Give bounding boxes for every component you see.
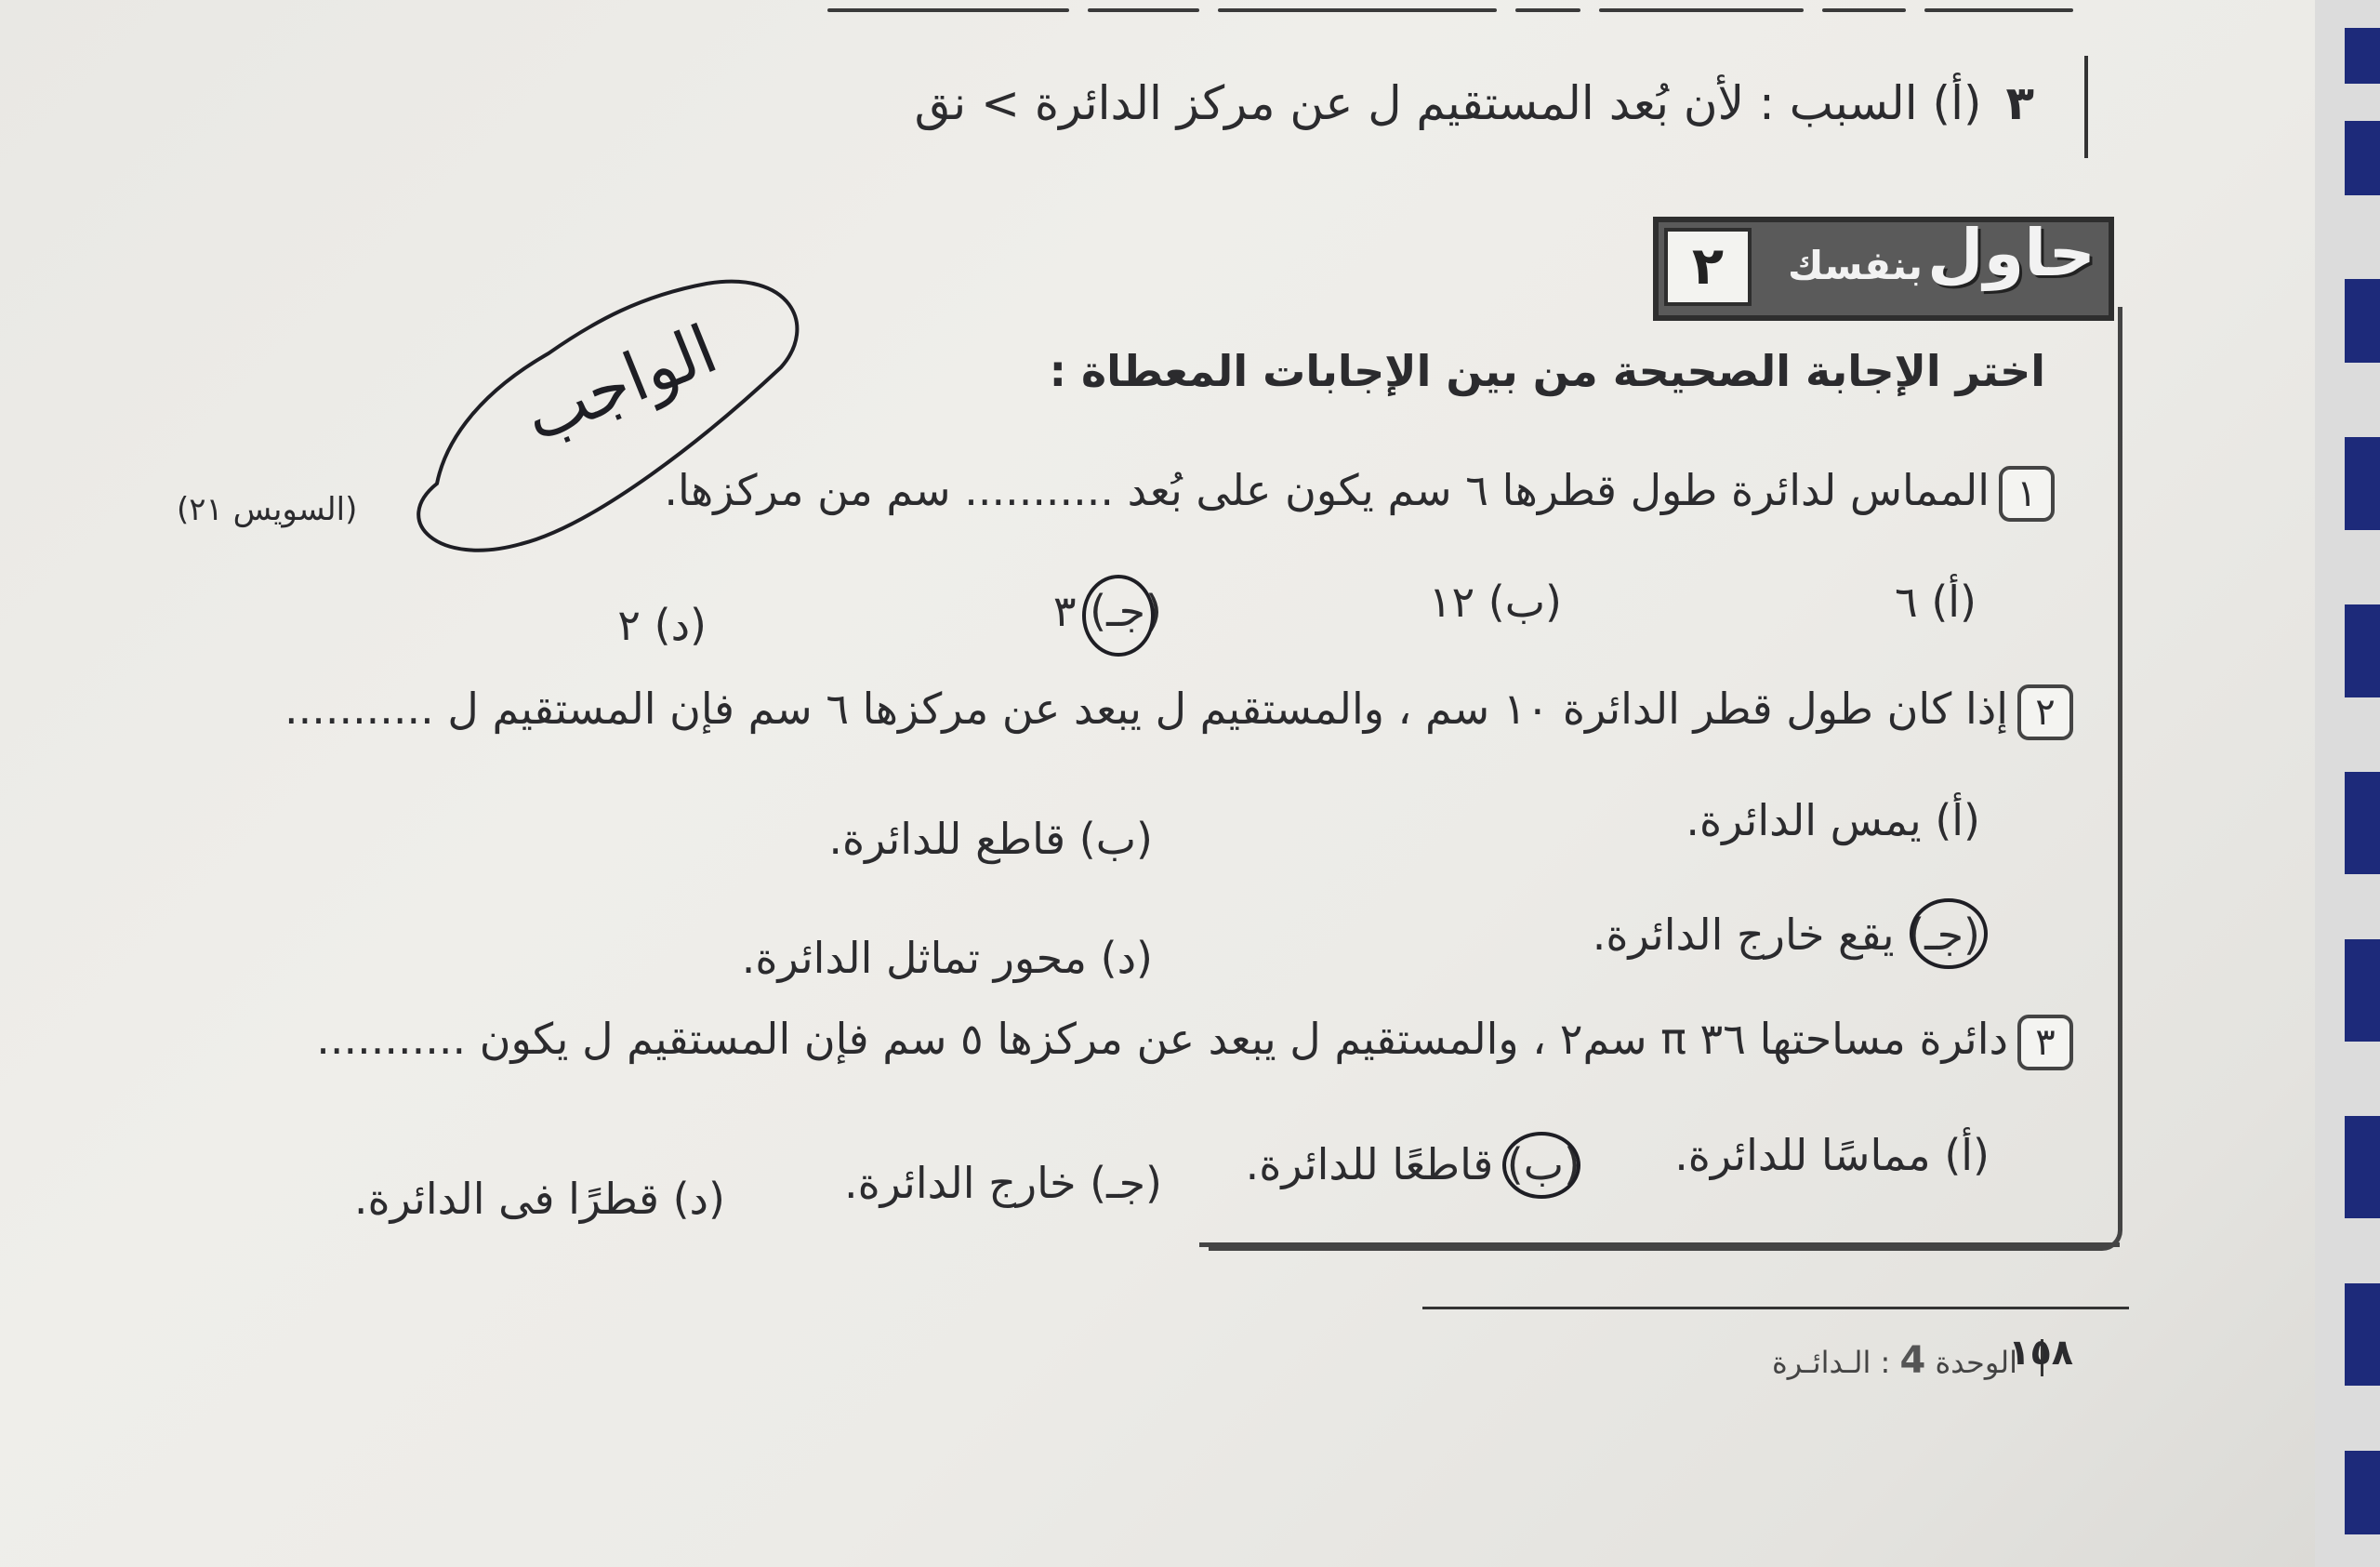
- answer-circle-q1: [1084, 577, 1153, 655]
- question-text: إذا كان طول قطر الدائرة ١٠ سم ، والمستقيم ل يبعد عن مركزها ٦ سم فإن المستقيم ل ...........: [284, 684, 2008, 734]
- option-b: (ب) قاطع للدائرة.: [828, 814, 1153, 864]
- question-number: ٣: [2017, 1015, 2073, 1070]
- option-c: (جـ) يقع خارج الدائرة.: [1592, 910, 1980, 960]
- option-b: (ب) قاطعًا للدائرة.: [1245, 1139, 1580, 1189]
- footer-rule: [1422, 1307, 2129, 1309]
- option-d: (د) قطرًا فى الدائرة.: [353, 1174, 725, 1224]
- section-subtitle: بنفسك: [1788, 243, 1923, 288]
- option-d: (د) محور تماثل الدائرة.: [741, 933, 1153, 983]
- question-text: دائرة مساحتها ٣٦ π سم٢ ، والمستقيم ل يبعد عن مركزها ٥ سم فإن المستقيم ل يكون ...........: [316, 1014, 2008, 1064]
- previous-answer-number: ٣: [2005, 76, 2034, 130]
- option-a: (أ) مماسًا للدائرة.: [1674, 1130, 1990, 1180]
- option-c: (جـ) ٣: [1052, 586, 1162, 636]
- section-number: ٢: [1664, 228, 1752, 306]
- option-d: (د) ٢: [617, 600, 707, 650]
- previous-answer-text: (أ) السبب : لأن بُعد المستقيم ل عن مركز الدائرة > نق: [914, 76, 1982, 130]
- option-a: (أ) ٦: [1894, 577, 1977, 627]
- answer-circle-q2: [1911, 900, 1986, 967]
- section-title: حاول: [1927, 215, 2096, 291]
- option-b: (ب) ١٢: [1428, 577, 1562, 627]
- answer-circle-q3: [1504, 1134, 1579, 1197]
- option-c: (جـ) خارج الدائرة.: [843, 1158, 1162, 1208]
- question-source: (السويس ٢١): [177, 491, 358, 528]
- question-text: المماس لدائرة طول قطرها ٦ سم يكون على بُعد ........... سم من مركزها.: [664, 465, 1990, 515]
- instruction: اختر الإجابة الصحيحة من بين الإجابات المعطاة :: [1049, 346, 2045, 396]
- question-number: ٢: [2017, 684, 2073, 740]
- unit-label: الوحدة: [1935, 1345, 2017, 1380]
- footer-unit: [1772, 1339, 2017, 1382]
- handwritten-note: الواجب: [513, 309, 728, 458]
- page-number: ١٥٨: [2008, 1332, 2073, 1373]
- unit-title: : الـدائـرة: [1771, 1345, 1891, 1380]
- unit-number: 4: [1899, 1339, 1926, 1382]
- question-number: ١: [1999, 466, 2055, 522]
- option-a: (أ) يمس الدائرة.: [1686, 795, 1980, 845]
